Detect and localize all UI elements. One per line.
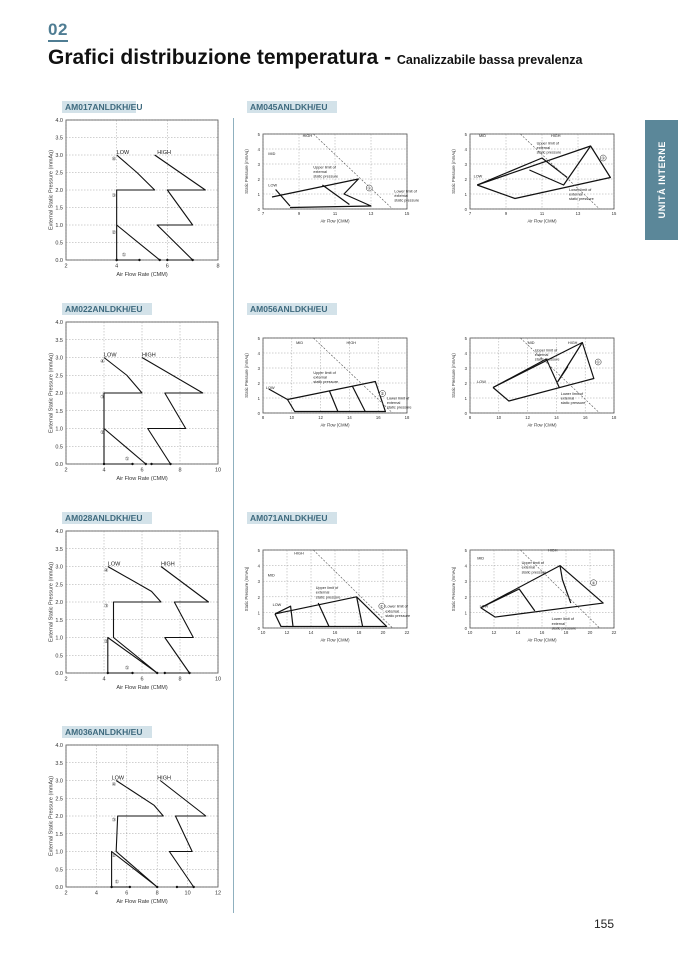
y-axis-label: External Static Pressure (mmAq): [48, 149, 55, 231]
annotation-label: HIGH: [302, 134, 313, 138]
y-tick-label: 2.5: [55, 582, 63, 589]
x-axis-label: Air Flow (CMM): [320, 218, 350, 224]
x-tick-label: 11: [539, 211, 545, 217]
annotation-label: Lower limit of: [394, 189, 417, 194]
x-tick-label: 14: [515, 630, 521, 636]
y-tick-label: 3.0: [55, 355, 63, 362]
x-axis-label: Air Flow (CMM): [320, 422, 350, 428]
x-tick-label: 16: [375, 415, 381, 421]
y-axis-label: Static Pressure (mmAq): [451, 566, 457, 612]
y-tick-label: 4: [464, 147, 467, 152]
annotation-label: external: [315, 590, 330, 595]
y-tick-label: 2.0: [55, 600, 63, 606]
y-tick-label: 0: [464, 207, 467, 212]
annotation-label: Lower limit of: [385, 604, 408, 609]
annotation-label: static pressure: [394, 198, 420, 203]
annotation-label: HIGH: [567, 341, 578, 345]
y-axis-label: External Static Pressure (mmAq): [48, 775, 55, 857]
reference-point-label: ③: [104, 603, 109, 610]
y-tick-label: 0: [257, 626, 260, 631]
annotation-label: MID: [296, 341, 304, 345]
column-divider: [233, 118, 234, 913]
reference-circle-label: ①: [596, 359, 601, 365]
y-tick-label: 4.0: [55, 743, 63, 749]
low-label: LOW: [116, 149, 130, 156]
annotation-label: Upper limit of: [521, 561, 544, 566]
y-axis-label: Static Pressure (mmAq): [244, 353, 250, 398]
x-tick-label: 10: [260, 630, 266, 636]
low-label: LOW: [111, 775, 125, 782]
data-point: [192, 886, 194, 888]
data-point: [164, 672, 166, 674]
y-tick-label: 0.0: [55, 258, 63, 264]
model-label-am022: AM022ANLDKH/EU: [62, 303, 152, 315]
high-label: HIGH: [142, 352, 156, 359]
annotation-label: Lower limit of: [560, 392, 584, 396]
y-tick-label: 3.5: [55, 546, 63, 553]
x-tick-label: 16: [332, 630, 338, 636]
x-tick-label: 10: [289, 415, 295, 421]
high-label: HIGH: [161, 561, 175, 568]
x-tick-label: 18: [611, 415, 617, 421]
x-tick-label: 2: [64, 676, 68, 683]
y-tick-label: 5: [464, 132, 467, 137]
x-tick-label: 8: [261, 415, 265, 421]
model-label-am045: AM045ANLDKH/EU: [247, 101, 337, 113]
x-tick-label: 16: [582, 415, 588, 421]
y-tick-label: 4.0: [55, 529, 63, 535]
y-tick-label: 3: [257, 579, 260, 585]
annotation-label: static pressure: [569, 197, 594, 201]
chart-am071-b: [450, 546, 620, 654]
x-tick-label: 13: [575, 211, 581, 217]
reference-point-label: ①: [124, 456, 130, 463]
x-tick-label: 15: [611, 211, 617, 217]
x-tick-label: 12: [284, 630, 290, 636]
x-tick-label: 16: [539, 630, 545, 636]
x-tick-label: 15: [404, 211, 410, 217]
y-tick-label: 5: [464, 336, 467, 341]
reference-point-label: ④: [104, 567, 109, 574]
y-tick-label: 3: [257, 366, 260, 371]
data-point: [176, 886, 178, 888]
y-tick-label: 3: [464, 579, 467, 585]
y-tick-label: 0.0: [55, 671, 63, 677]
y-tick-label: 1.5: [55, 831, 63, 838]
chart-am071-a: [243, 546, 413, 654]
x-axis-label: Air Flow (CMM): [527, 218, 557, 224]
annotation-label: MID: [479, 134, 486, 138]
y-tick-label: 1: [257, 396, 260, 401]
data-point: [115, 259, 117, 261]
x-tick-label: 6: [140, 467, 144, 474]
y-tick-label: 0.5: [55, 240, 63, 247]
y-tick-label: 1: [464, 192, 467, 197]
annotation-label: external: [560, 396, 575, 401]
y-axis-label: Static Pressure (mmAq): [451, 149, 457, 194]
x-tick-label: 6: [140, 676, 144, 683]
data-point: [129, 886, 131, 888]
x-tick-label: 4: [94, 890, 98, 897]
x-axis-label: Air Flow (CMM): [527, 422, 557, 428]
annotation-label: MID: [268, 152, 276, 156]
reference-point-label: ②: [104, 638, 109, 645]
x-tick-label: 13: [368, 211, 374, 217]
y-tick-label: 2.5: [55, 796, 63, 803]
data-point: [188, 672, 190, 674]
y-tick-label: 0: [257, 207, 260, 212]
annotation-label: static pressure: [551, 626, 577, 631]
annotation-label: external: [534, 353, 549, 357]
y-tick-label: 1: [257, 192, 260, 197]
section-underline: [48, 40, 68, 42]
y-tick-label: 2: [464, 177, 467, 182]
reference-point-label: ②: [111, 229, 117, 236]
chart-am028: [46, 527, 222, 699]
annotation-label: Lower limit of: [569, 188, 592, 192]
x-tick-label: 18: [404, 415, 410, 421]
y-tick-label: 3: [257, 162, 260, 167]
annotation-label: static pressure: [385, 614, 411, 619]
y-tick-label: 1.0: [55, 426, 63, 433]
reference-point-label: ④: [111, 781, 117, 788]
y-tick-label: 1.0: [55, 635, 63, 642]
chart-am045-a: [243, 130, 420, 235]
x-tick-label: 14: [308, 630, 314, 636]
annotation-label: Upper limit of: [536, 141, 559, 146]
x-axis-label: Air Flow Rate (CMM): [116, 685, 168, 691]
data-point: [156, 886, 158, 888]
y-tick-label: 4: [464, 351, 467, 356]
data-point: [159, 259, 161, 261]
annotation-label: external: [386, 401, 401, 405]
reference-circle-label: ①: [601, 155, 606, 161]
reference-point-label: ③: [111, 817, 117, 824]
side-tab[interactable]: [645, 120, 678, 240]
x-tick-label: 10: [184, 890, 191, 897]
chart-am045-b: [450, 130, 620, 235]
annotation-label: LOW: [473, 174, 483, 179]
annotation-label: external: [521, 565, 536, 570]
model-label-am056: AM056ANLDKH/EU: [247, 303, 337, 315]
annotation-label: external: [536, 146, 551, 150]
reference-point-label: ③: [100, 394, 105, 401]
y-tick-label: 4: [464, 563, 467, 569]
x-tick-label: 7: [261, 211, 265, 217]
annotation-label: static pressure: [534, 357, 560, 362]
x-tick-label: 6: [165, 263, 169, 270]
data-point: [156, 672, 158, 674]
x-tick-label: 20: [587, 630, 593, 636]
data-point: [110, 886, 112, 888]
model-label-am017: AM017ANLDKH/EU: [62, 101, 136, 113]
section-number: 02: [48, 20, 68, 39]
x-tick-label: 10: [214, 676, 222, 683]
reference-point-label: ①: [124, 665, 130, 672]
data-point: [107, 672, 109, 674]
annotation-label: external: [569, 192, 583, 197]
plot-frame: [263, 338, 407, 413]
x-tick-label: 8: [216, 263, 220, 270]
y-tick-label: 2.0: [55, 391, 63, 397]
annotation-label: LOW: [479, 604, 489, 609]
y-tick-label: 3.5: [55, 337, 63, 344]
x-tick-label: 4: [115, 263, 119, 270]
y-tick-label: 0: [464, 626, 467, 631]
x-tick-label: 18: [563, 630, 569, 636]
x-tick-label: 12: [214, 890, 222, 897]
y-tick-label: 3: [464, 162, 467, 167]
y-tick-label: 2.0: [55, 814, 63, 820]
y-tick-label: 0.0: [55, 462, 63, 468]
annotation-label: static pressure: [521, 570, 547, 575]
annotation-label: HIGH: [346, 341, 357, 345]
x-tick-label: 2: [64, 467, 68, 474]
annotation-label: Upper limit of: [313, 165, 336, 170]
x-axis-label: Air Flow Rate (CMM): [116, 476, 168, 482]
model-label-am028: AM028ANLDKH/EU: [62, 512, 152, 524]
x-axis-label: Air Flow (CMM): [320, 637, 350, 643]
reference-circle-label: ①: [367, 185, 372, 191]
annotation-label: HIGH: [294, 551, 304, 556]
annotation-label: static pressure: [313, 174, 339, 179]
annotation-label: HIGH: [548, 548, 558, 553]
data-point: [131, 672, 133, 674]
reference-circle-label: ①: [380, 391, 385, 397]
reference-point-label: ①: [121, 252, 127, 259]
y-tick-label: 3.5: [55, 135, 63, 142]
x-tick-label: 10: [467, 630, 473, 636]
y-tick-label: 2: [257, 177, 260, 182]
annotation-label: LOW: [272, 603, 282, 608]
x-axis-label: Air Flow Rate (CMM): [116, 272, 168, 278]
data-point: [103, 463, 105, 465]
title-main: Grafici distribuzione temperatura -: [48, 46, 397, 69]
page-number: 155: [594, 917, 615, 931]
x-axis-label: Air Flow (CMM): [527, 637, 557, 643]
page-title: [48, 46, 582, 70]
data-point: [191, 259, 193, 261]
x-tick-label: 10: [496, 415, 502, 421]
x-tick-label: 8: [178, 467, 182, 474]
y-tick-label: 4: [257, 147, 260, 152]
y-tick-label: 2: [257, 381, 260, 386]
y-tick-label: 0.5: [55, 653, 63, 660]
data-point: [138, 259, 140, 261]
y-tick-label: 4.0: [55, 320, 63, 326]
y-axis-label: Static Pressure (mmAq): [244, 149, 250, 194]
annotation-label: static pressure: [536, 150, 562, 155]
x-tick-label: 9: [297, 211, 301, 217]
reference-circle-label: ①: [591, 580, 596, 586]
chart-am036: [46, 741, 222, 913]
y-tick-label: 1.5: [55, 617, 63, 624]
data-point: [131, 463, 133, 465]
annotation-label: external: [313, 170, 327, 174]
chart-am056-a: [243, 334, 413, 439]
x-tick-label: 9: [504, 211, 508, 217]
reference-point-label: ④: [100, 358, 105, 365]
side-tab-label: UNITÀ INTERNE: [656, 141, 667, 219]
x-tick-label: 22: [404, 630, 410, 636]
data-point: [145, 463, 147, 465]
annotation-label: static pressure: [313, 380, 339, 384]
y-tick-label: 3.0: [55, 564, 63, 571]
y-tick-label: 1.0: [55, 849, 63, 856]
data-point: [169, 463, 171, 465]
annotation-label: LOW: [477, 380, 486, 384]
x-tick-label: 22: [611, 630, 617, 636]
y-tick-label: 5: [257, 548, 260, 553]
x-tick-label: 18: [356, 630, 362, 636]
annotation-label: static pressure: [386, 405, 412, 410]
high-label: HIGH: [157, 149, 171, 156]
annotation-label: static pressure: [560, 401, 586, 405]
x-tick-label: 11: [332, 211, 338, 217]
x-tick-label: 2: [64, 263, 68, 270]
chart-am017: [46, 116, 222, 286]
y-tick-label: 1: [464, 610, 467, 616]
y-tick-label: 4: [257, 563, 260, 569]
reference-point-label: ④: [111, 156, 117, 163]
annotation-label: Upper limit of: [315, 586, 339, 590]
annotation-label: MID: [477, 556, 485, 561]
y-tick-label: 0.0: [55, 885, 63, 891]
reference-circle-label: ①: [379, 603, 384, 609]
y-tick-label: 0.5: [55, 867, 63, 874]
y-tick-label: 2: [464, 381, 467, 386]
annotation-label: MID: [527, 341, 535, 345]
x-tick-label: 7: [468, 211, 472, 217]
x-tick-label: 20: [380, 630, 386, 636]
y-tick-label: 3: [464, 366, 467, 371]
y-axis-label: External Static Pressure (mmAq): [48, 561, 55, 643]
x-tick-label: 4: [102, 467, 106, 474]
x-tick-label: 8: [178, 676, 182, 683]
annotation-label: static pressure: [315, 595, 341, 600]
reference-point-label: ③: [111, 193, 117, 199]
y-tick-label: 2.5: [55, 373, 63, 380]
annotation-label: external: [313, 375, 327, 380]
title-subtitle: Canalizzabile bassa prevalenza: [396, 53, 583, 67]
high-label: HIGH: [157, 775, 171, 782]
x-tick-label: 12: [318, 415, 323, 421]
reference-point-label: ②: [100, 429, 105, 436]
annotation-label: HIGH: [551, 134, 561, 138]
x-tick-label: 14: [554, 415, 559, 421]
x-tick-label: 12: [525, 415, 530, 421]
y-tick-label: 1.0: [55, 223, 63, 229]
y-tick-label: 4.0: [55, 118, 63, 124]
annotation-label: LOW: [268, 183, 278, 188]
low-label: LOW: [104, 352, 117, 359]
x-axis-label: Air Flow Rate (CMM): [116, 899, 168, 905]
chart-am022: [46, 318, 222, 490]
x-tick-label: 8: [155, 890, 159, 897]
y-tick-label: 5: [464, 548, 467, 553]
y-tick-label: 2: [257, 594, 260, 600]
y-axis-label: External Static Pressure (mmAq): [48, 352, 55, 434]
y-tick-label: 0: [257, 411, 260, 416]
y-tick-label: 1.5: [55, 205, 63, 212]
annotation-label: Upper limit of: [534, 348, 558, 353]
y-tick-label: 3.5: [55, 760, 63, 767]
y-tick-label: 3.0: [55, 153, 63, 159]
y-tick-label: 3.0: [55, 778, 63, 785]
x-tick-label: 8: [468, 415, 472, 421]
y-tick-label: 2: [464, 594, 467, 600]
annotation-label: Lower limit of: [551, 617, 574, 622]
data-point: [150, 463, 152, 465]
y-tick-label: 1: [257, 610, 260, 616]
reference-point-label: ①: [114, 879, 120, 886]
y-tick-label: 4: [257, 351, 260, 356]
x-tick-label: 10: [214, 467, 222, 474]
annotation-label: Lower limit of: [386, 396, 410, 401]
low-label: LOW: [107, 561, 121, 568]
data-point: [166, 259, 168, 261]
annotation-label: Upper limit of: [313, 371, 336, 375]
y-tick-label: 1.5: [55, 408, 63, 415]
y-tick-label: 2.0: [55, 188, 63, 194]
y-tick-label: 5: [257, 132, 260, 137]
x-tick-label: 14: [347, 415, 352, 421]
annotation-label: external: [551, 621, 566, 626]
reference-point-label: ②: [111, 852, 117, 859]
y-axis-label: Static Pressure (mmAq): [451, 353, 457, 398]
annotation-label: MID: [267, 573, 275, 578]
x-tick-label: 2: [64, 890, 68, 897]
y-tick-label: 1: [464, 396, 467, 401]
y-axis-label: Static Pressure (mmAq): [244, 566, 250, 612]
y-tick-label: 0: [464, 411, 467, 416]
model-label-am071: AM071ANLDKH/EU: [247, 512, 337, 524]
annotation-label: external: [394, 194, 408, 198]
x-tick-label: 4: [102, 676, 106, 683]
annotation-label: LOW: [265, 386, 275, 390]
x-tick-label: 12: [491, 630, 497, 636]
model-label-am036: AM036ANLDKH/EU: [62, 726, 152, 738]
annotation-label: external: [385, 609, 399, 614]
y-tick-label: 2.5: [55, 170, 63, 177]
chart-am056-b: [450, 334, 620, 439]
x-tick-label: 6: [125, 890, 129, 897]
y-tick-label: 0.5: [55, 444, 63, 451]
y-tick-label: 5: [257, 336, 260, 341]
